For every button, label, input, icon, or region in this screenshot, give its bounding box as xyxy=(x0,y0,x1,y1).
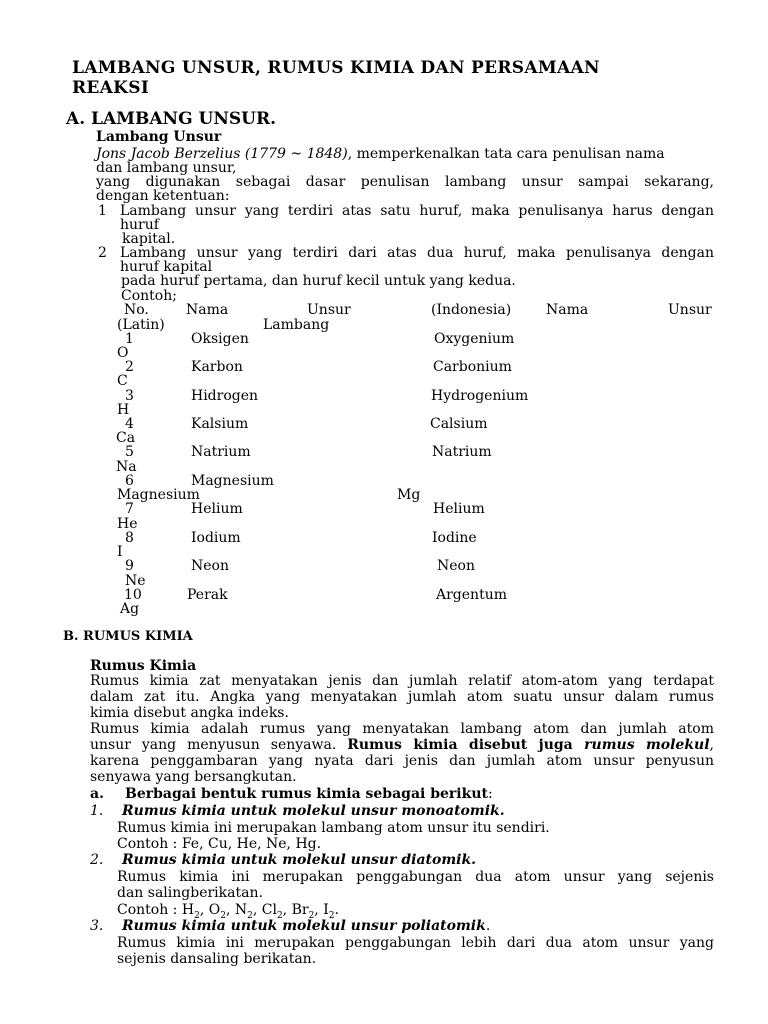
list-a-text xyxy=(125,786,493,802)
table-row-latin: Oxygenium xyxy=(434,331,515,347)
item3-dot: . xyxy=(485,918,491,934)
document-title-line1: LAMBANG UNSUR, RUMUS KIMIA DAN PERSAMAAN xyxy=(72,58,600,78)
table-row-indo: Helium xyxy=(191,501,243,517)
formula-subscript: 2 xyxy=(308,910,315,921)
table-header-unsur2: Unsur xyxy=(668,302,712,318)
table-row-no: 6 xyxy=(125,473,134,489)
table-header-nama: Nama xyxy=(186,302,229,318)
formula-subscript: 2 xyxy=(247,910,253,921)
table-row-symbol: He xyxy=(117,516,138,532)
table-row-indo: Oksigen xyxy=(191,331,249,347)
table-header-no: No. xyxy=(124,302,149,318)
table-header-nama2: Nama xyxy=(546,302,589,318)
table-header-indonesia: (Indonesia) xyxy=(431,302,512,318)
item1-line1: Rumus kimia ini merupakan lambang atom unsur itu sendiri. xyxy=(117,820,550,836)
item3-number: 3. xyxy=(90,918,104,934)
table-row-latin: Iodine xyxy=(432,530,477,546)
p2-line1: Rumus kimia adalah rumus yang menyatakan lambang atom dan jumlah atom xyxy=(90,721,714,737)
item1-number: 1. xyxy=(90,803,104,819)
intro-line4: dengan ketentuan: xyxy=(96,188,230,204)
rule2-line2: huruf kapital xyxy=(120,259,213,275)
formula-element: N xyxy=(234,902,248,918)
p2-line2-text: unsur yang menyusun senyawa. xyxy=(90,737,348,753)
table-row-latin: Calsium xyxy=(430,416,488,432)
section-b-subheading: Rumus Kimia xyxy=(90,658,197,674)
formula-separator: , xyxy=(314,902,324,918)
table-header-lambang: Lambang xyxy=(263,317,330,333)
section-a-heading: A. LAMBANG UNSUR. xyxy=(66,109,277,129)
item3-line1: Rumus kimia ini merupakan penggabungan lebih dari dua atom unsur yang xyxy=(117,935,714,951)
p1-line1: Rumus kimia zat menyatakan jenis dan jumlah relatif atom-atom yang terdapat xyxy=(90,673,714,689)
p2-line4: senyawa yang bersangkutan. xyxy=(90,769,297,785)
formula-subscript: 2 xyxy=(328,910,335,921)
table-row-indo: Hidrogen xyxy=(191,388,259,404)
formula-element: O xyxy=(208,902,221,918)
table-row-no: 7 xyxy=(125,501,134,517)
formula-element: Br xyxy=(291,902,309,918)
p1-line2: dalam zat itu. Angka yang menyatakan jumlah atom suatu unsur dalam rumus xyxy=(90,689,714,705)
table-row-latin: Neon xyxy=(437,558,475,574)
diatomic-formulas xyxy=(181,902,339,921)
table-header-latin: (Latin) xyxy=(117,317,165,333)
table-row-symbol: C xyxy=(117,373,128,389)
formula-separator: . xyxy=(334,902,339,918)
document-title-line2: REAKSI xyxy=(72,78,150,98)
rule2-line3: pada huruf pertama, dan huruf kecil untuk yang kedua. xyxy=(121,273,516,289)
rule1-line3: kapital. xyxy=(122,231,176,247)
table-row-no: 5 xyxy=(125,444,134,460)
table-row-no: 10 xyxy=(124,587,142,603)
table-row-indo: Perak xyxy=(187,587,228,603)
rule1-number: 1 xyxy=(98,203,107,219)
item3-title: Rumus kimia untuk molekul unsur poliatomik xyxy=(122,918,486,934)
formula-element: H xyxy=(181,902,195,918)
item1-title: Rumus kimia untuk molekul unsur monoatomik. xyxy=(122,803,505,819)
formula-subscript: 2 xyxy=(276,910,283,921)
item2-title: Rumus kimia untuk molekul unsur diatomik. xyxy=(122,852,477,868)
table-row-latin: Argentum xyxy=(436,587,507,603)
table-row-symbol: Ca xyxy=(116,430,136,446)
list-a-bold: Berbagai bentuk rumus kimia sebagai berikut xyxy=(125,786,488,802)
intro-line3: yang digunakan sebagai dasar penulisan lambang unsur sampai sekarang, xyxy=(96,174,714,190)
section-b-heading: B. RUMUS KIMIA xyxy=(63,629,193,644)
table-row-no: 8 xyxy=(125,530,134,546)
p2-line2-comma: , xyxy=(709,737,714,753)
rule1-line1: Lambang unsur yang terdiri atas satu huruf, maka penulisanya harus dengan xyxy=(120,203,714,219)
table-row-indo: Iodium xyxy=(191,530,241,546)
item2-contoh-prefix: Contoh : xyxy=(117,902,182,918)
table-row-latin: Magnesium xyxy=(117,487,200,503)
p2-line2-bold: Rumus kimia disebut juga xyxy=(347,737,585,753)
table-header-unsur: Unsur xyxy=(307,302,351,318)
p2-line2-bold-italic: rumus molekul xyxy=(584,737,710,753)
formula-element: Cl xyxy=(261,902,277,918)
table-row-indo: Karbon xyxy=(191,359,243,375)
rule2-line1: Lambang unsur yang terdiri dari atas dua huruf, maka penulisanya dengan xyxy=(120,245,714,261)
table-row-symbol: I xyxy=(117,544,123,560)
table-row-symbol: Na xyxy=(116,459,137,475)
p2-line2 xyxy=(90,737,714,753)
table-row-symbol: Ag xyxy=(120,601,140,617)
table-row-symbol: O xyxy=(117,345,129,361)
contoh-label: Contoh; xyxy=(121,288,177,304)
berzelius-name: Jons Jacob Berzelius (1779 ~ 1848) xyxy=(96,146,348,162)
intro-line2: dan lambang unsur, xyxy=(96,160,237,176)
item3-line2: sejenis dansaling berikatan. xyxy=(117,951,317,967)
list-a-colon: : xyxy=(487,786,493,802)
rule1-line2: huruf xyxy=(120,217,159,233)
table-row-symbol: H xyxy=(117,402,130,418)
formula-separator: , xyxy=(282,902,292,918)
table-row-no: 2 xyxy=(125,359,134,375)
item2-number: 2. xyxy=(90,852,104,868)
formula-element: I xyxy=(323,902,329,918)
table-row-no: 3 xyxy=(125,388,134,404)
p1-line3: kimia disebut angka indeks. xyxy=(90,705,289,721)
formula-subscript: 2 xyxy=(194,910,200,921)
table-row-symbol: Ne xyxy=(125,573,146,589)
formula-separator: , xyxy=(252,902,262,918)
table-row-indo: Magnesium xyxy=(191,473,274,489)
item1-line2: Contoh : Fe, Cu, He, Ne, Hg. xyxy=(117,836,322,852)
intro-rest: , memperkenalkan tata cara penulisan nama xyxy=(347,146,665,162)
table-row-latin: Helium xyxy=(433,501,485,517)
formula-separator: , xyxy=(225,902,235,918)
table-row-indo: Natrium xyxy=(191,444,251,460)
list-a-label: a. xyxy=(90,786,104,802)
section-a-subheading: Lambang Unsur xyxy=(96,129,222,145)
table-row-latin: Hydrogenium xyxy=(431,388,529,404)
table-row-indo: Neon xyxy=(191,558,229,574)
rule2-number: 2 xyxy=(98,245,107,261)
formula-subscript: 2 xyxy=(220,910,226,921)
item2-line2: dan salingberikatan. xyxy=(117,885,263,901)
table-row-no: 1 xyxy=(125,331,134,347)
table-row-symbol: Mg xyxy=(397,487,421,503)
table-row-latin: Natrium xyxy=(432,444,492,460)
p2-line3: karena penggambaran yang nyata dari jenis dan jumlah atom unsur penyusun xyxy=(90,753,714,769)
table-row-indo: Kalsium xyxy=(191,416,249,432)
formula-separator: , xyxy=(199,902,209,918)
item2-line1: Rumus kimia ini merupakan penggabungan dua atom unsur yang sejenis xyxy=(117,869,714,885)
table-row-no: 9 xyxy=(125,558,134,574)
table-row-no: 4 xyxy=(125,416,134,432)
item3-title-wrap xyxy=(122,918,490,934)
table-row-latin: Carbonium xyxy=(433,359,512,375)
